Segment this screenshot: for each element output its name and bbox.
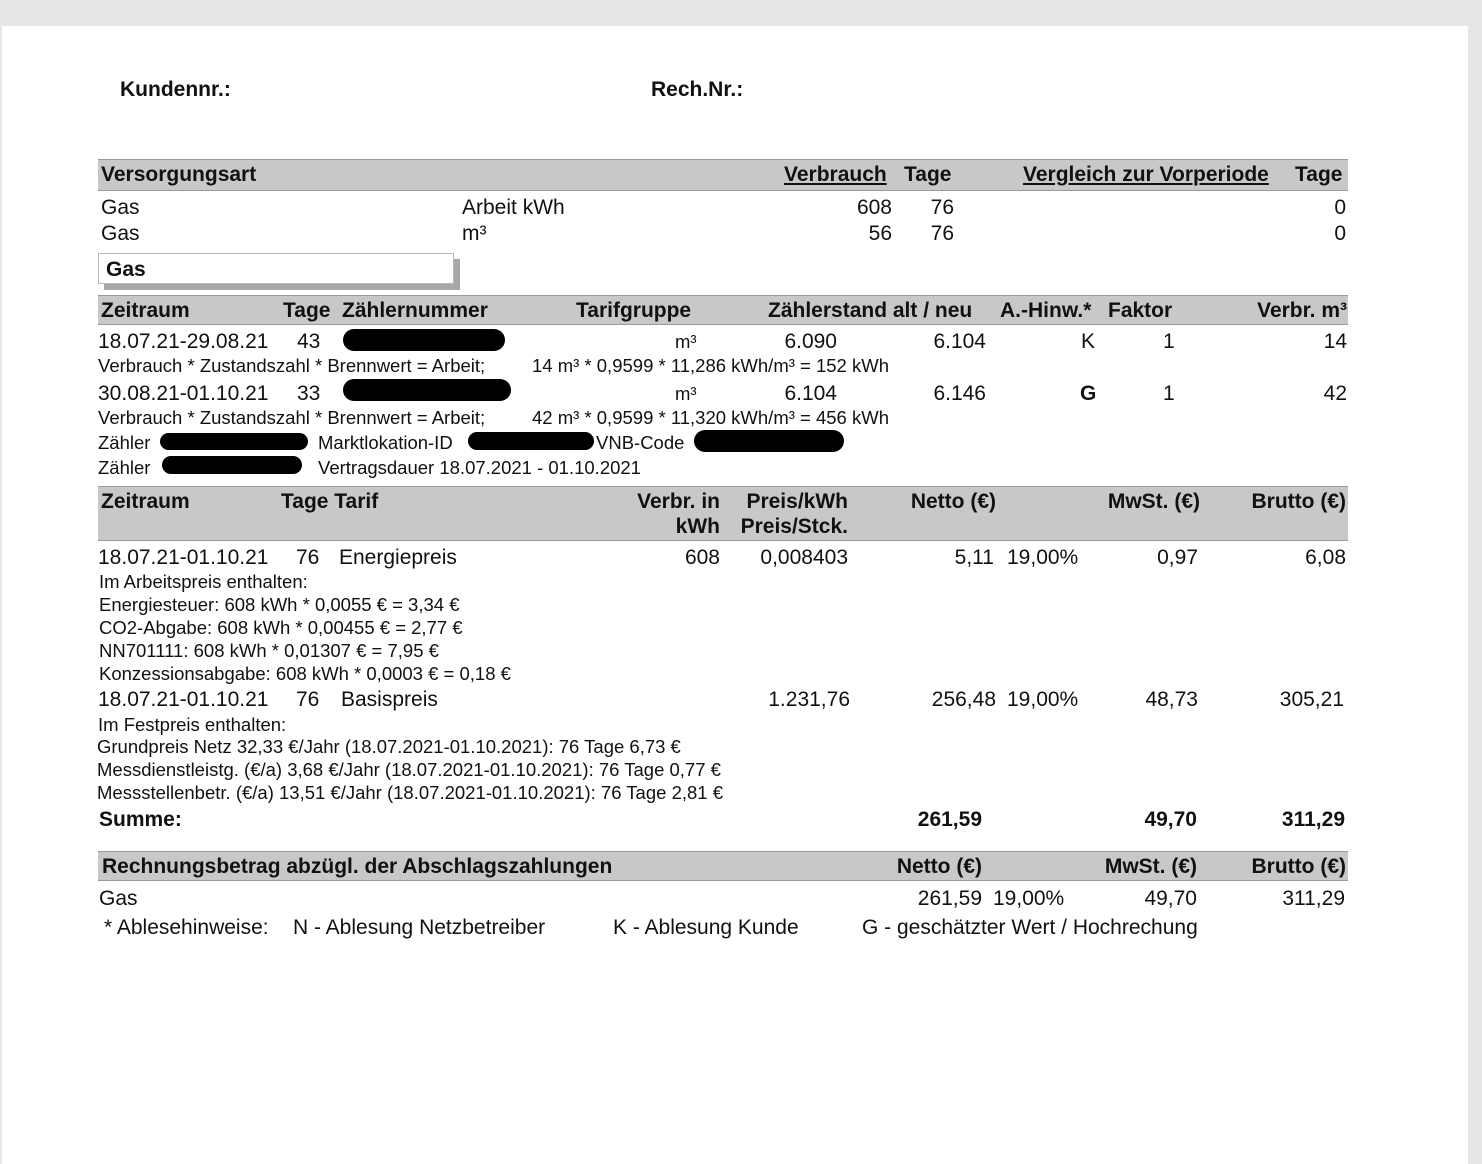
zeitraum-header: Zeitraum <box>101 299 190 322</box>
rechnung-mwst: 49,70 <box>1144 887 1197 910</box>
basis-detail: Messstellenbetr. (€/a) 13,51 €/Jahr (18.07.2021-01.10.2021): 76 Tage 2,81 € <box>97 782 724 803</box>
preis-stck-header: Preis/Stck. <box>740 515 848 538</box>
summe-mwst: 49,70 <box>1144 808 1197 831</box>
basis-preis: 1.231,76 <box>768 688 850 711</box>
zaehler-row-tarif: m³ <box>675 331 697 352</box>
zaehler-row-faktor: 1 <box>1163 382 1175 405</box>
redacted-zaehlernummer <box>343 379 511 401</box>
basis-zeitraum: 18.07.21-01.10.21 <box>98 688 269 711</box>
versorgung-row-art: Gas <box>101 196 140 219</box>
energie-tage: 76 <box>296 546 320 569</box>
ablesehinweise-prefix: * Ablesehinweise: <box>104 916 269 939</box>
energie-brutto: 6,08 <box>1305 546 1346 569</box>
basis-netto: 256,48 <box>931 688 996 711</box>
faktor-header: Faktor <box>1108 299 1173 322</box>
rechnung-netto-header: Netto (€) <box>896 855 982 878</box>
zaehler-row-tarif: m³ <box>675 383 697 404</box>
tage2-header: Tage <box>1295 163 1343 186</box>
energie-detail: Konzessionsabgabe: 608 kWh * 0,0003 € = 0,18 € <box>99 663 511 684</box>
tage-header: Tage <box>904 163 952 186</box>
vergleich-header: Vergleich zur Vorperiode <box>1023 163 1269 186</box>
netto-header: Netto (€) <box>910 490 996 513</box>
kundennr-label: Kundennr.: <box>120 78 231 101</box>
mwst-header: MwSt. (€) <box>1107 490 1200 513</box>
gas-section-label: Gas <box>106 258 146 281</box>
rechnung-mwst-header: MwSt. (€) <box>1104 855 1197 878</box>
zaehler-row-formel-label: Verbrauch * Zustandszahl * Brennwert = Arbeit; <box>98 355 486 376</box>
versorgung-row-einheit: m³ <box>462 222 487 245</box>
versorgung-row-art: Gas <box>101 222 140 245</box>
verbr-kwh-header: Verbr. in <box>637 490 720 513</box>
verbr-kwh-header-unit: kWh <box>675 515 720 538</box>
energie-mwst: 0,97 <box>1157 546 1198 569</box>
zaehler-row-alt: 6.090 <box>784 330 837 353</box>
energie-detail: CO2-Abgabe: 608 kWh * 0,00455 € = 2,77 € <box>99 617 463 638</box>
brutto-header: Brutto (€) <box>1251 490 1346 513</box>
zaehlernummer-header: Zählernummer <box>342 299 488 322</box>
versorgung-row-tage: 76 <box>930 196 954 219</box>
versorgung-row-vortage: 0 <box>1334 222 1346 245</box>
energie-mwst-satz: 19,00% <box>1007 546 1079 569</box>
zaehler-row-verbr: 42 <box>1323 382 1347 405</box>
rechnungsbetrag-header: Rechnungsbetrag abzügl. der Abschlagszahlungen <box>102 855 613 878</box>
rechnung-netto: 261,59 <box>917 887 982 910</box>
basis-brutto: 305,21 <box>1279 688 1344 711</box>
zaehler-row-hinweis: K <box>1081 330 1096 353</box>
versorgung-row-vortage: 0 <box>1334 196 1346 219</box>
summe-netto: 261,59 <box>917 808 982 831</box>
vertragsdauer: Vertragsdauer 18.07.2021 - 01.10.2021 <box>318 457 641 478</box>
zaehler-row-hinweis: G <box>1080 382 1097 405</box>
zaehler-row-neu: 6.146 <box>933 382 986 405</box>
ablesehinweis-k: K - Ablesung Kunde <box>613 916 799 939</box>
zaehler-row-neu: 6.104 <box>933 330 986 353</box>
zaehler-row-tage: 43 <box>297 330 321 353</box>
zaehler-row-faktor: 1 <box>1163 330 1175 353</box>
redacted-zaehler <box>162 456 302 474</box>
basis-detail: Im Festpreis enthalten: <box>98 714 287 735</box>
zaehler-row-zeitraum: 30.08.21-01.10.21 <box>98 382 269 405</box>
zaehlerstand-header: Zählerstand alt / neu <box>768 299 973 322</box>
marktlokation-label: Marktlokation-ID <box>318 432 453 453</box>
tage-tarif-header: Tage Tarif <box>281 490 379 513</box>
rechnung-mwst-satz: 19,00% <box>993 887 1065 910</box>
rechnung-brutto-header: Brutto (€) <box>1251 855 1346 878</box>
redacted-zaehlernummer <box>343 329 505 351</box>
zaehler-row-formel: 42 m³ * 0,9599 * 11,320 kWh/m³ = 456 kWh <box>532 407 889 428</box>
energie-verbr: 608 <box>684 546 720 569</box>
tage-header: Tage <box>283 299 331 322</box>
gas-section-box <box>98 253 454 284</box>
basis-tarif: Basispreis <box>341 688 438 711</box>
summe-brutto: 311,29 <box>1281 808 1345 831</box>
energie-detail: Energiesteuer: 608 kWh * 0,0055 € = 3,34 € <box>99 594 460 615</box>
preis-kwh-header: Preis/kWh <box>746 490 848 513</box>
verbr-m3-header: Verbr. m³ <box>1257 299 1347 322</box>
ablesehinweis-g: G - geschätzter Wert / Hochrechung <box>862 916 1198 939</box>
versorgung-row-verbrauch: 56 <box>868 222 892 245</box>
redacted-marktlokation <box>468 432 594 450</box>
energie-netto: 5,11 <box>954 546 994 569</box>
tarifgruppe-header: Tarifgruppe <box>576 299 692 322</box>
ablesehinweis-n: N - Ablesung Netzbetreiber <box>293 916 546 939</box>
rechnr-label: Rech.Nr.: <box>651 78 744 101</box>
zaehler-row-alt: 6.104 <box>784 382 837 405</box>
zaehler-row-formel: 14 m³ * 0,9599 * 11,286 kWh/m³ = 152 kWh <box>532 355 889 376</box>
redacted-zaehler <box>160 433 308 450</box>
basis-tage: 76 <box>296 688 320 711</box>
zaehler-row-tage: 33 <box>297 382 321 405</box>
energie-preis: 0,008403 <box>760 546 848 569</box>
energie-detail: NN701111: 608 kWh * 0,01307 € = 7,95 € <box>99 640 439 661</box>
versorgung-row-einheit: Arbeit kWh <box>462 196 565 219</box>
zaehler-label: Zähler <box>98 432 151 453</box>
versorgung-row-verbrauch: 608 <box>856 196 892 219</box>
zeitraum-header: Zeitraum <box>101 490 190 513</box>
summe-label: Summe: <box>99 808 182 831</box>
ablesehinweis-header: A.-Hinw.* <box>1000 299 1092 322</box>
zaehler-row-verbr: 14 <box>1323 330 1347 353</box>
redacted-vnb-code <box>694 430 844 452</box>
verbrauch-header: Verbrauch <box>784 163 887 186</box>
basis-mwst-satz: 19,00% <box>1007 688 1079 711</box>
energie-tarif: Energiepreis <box>339 546 457 569</box>
energie-detail: Im Arbeitspreis enthalten: <box>99 571 308 592</box>
versorgungsart-header: Versorgungsart <box>101 163 257 186</box>
basis-detail: Messdienstleistg. (€/a) 3,68 €/Jahr (18.07.2021-01.10.2021): 76 Tage 0,77 € <box>97 759 721 780</box>
versorgung-row-tage: 76 <box>930 222 954 245</box>
basis-detail: Grundpreis Netz 32,33 €/Jahr (18.07.2021-01.10.2021): 76 Tage 6,73 € <box>97 736 681 757</box>
vnb-code-label: VNB-Code <box>596 432 685 453</box>
rechnung-brutto: 311,29 <box>1282 887 1345 910</box>
rechnung-art: Gas <box>99 887 138 910</box>
zaehler-row-zeitraum: 18.07.21-29.08.21 <box>98 330 269 353</box>
zaehler-label: Zähler <box>98 457 151 478</box>
basis-mwst: 48,73 <box>1145 688 1198 711</box>
zaehler-row-formel-label: Verbrauch * Zustandszahl * Brennwert = Arbeit; <box>98 407 486 428</box>
energie-zeitraum: 18.07.21-01.10.21 <box>98 546 269 569</box>
